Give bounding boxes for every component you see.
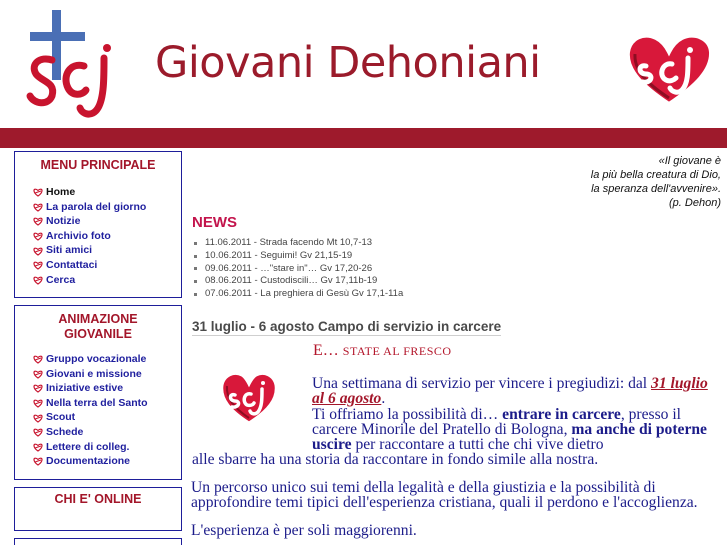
scj-bullet-icon — [33, 427, 43, 437]
scj-cross-logo-icon[interactable] — [22, 8, 122, 120]
main-menu-list — [15, 185, 181, 287]
dates-link[interactable]: 31 luglio al 6 agosto — [312, 375, 708, 407]
menu-item-parola-del-giorno[interactable]: La parola del giorno — [33, 200, 181, 215]
article-paragraph-3: Un percorso unico sui temi della legalità e della giustizia e la possibilità di approfondire temi tipici dell'esperienza cristiana, quali il perdono e l'accoglienza. — [191, 479, 698, 511]
news-item[interactable]: 09.06.2011 - …"stare in"… Gv 17,20-26 — [194, 263, 403, 276]
scj-bullet-icon — [33, 369, 43, 379]
main-menu-box — [14, 151, 182, 298]
scj-bullet-icon — [33, 383, 43, 393]
news-item[interactable]: 08.06.2011 - Custodiscili… Gv 17,11b-19 — [194, 275, 403, 288]
menu-item-siti-amici[interactable]: Siti amici — [33, 243, 181, 258]
article-title[interactable]: 31 luglio - 6 agosto Campo di servizio in carcere — [192, 319, 502, 334]
scj-heart-logo-icon — [622, 28, 717, 108]
menu-item-gruppo-vocazionale[interactable]: Gruppo vocazionale — [33, 352, 181, 367]
scj-bullet-icon — [33, 398, 43, 408]
scj-bullet-icon — [33, 187, 43, 197]
menu-item-contattaci[interactable]: Contattaci — [33, 258, 181, 273]
main-menu-title: MENU PRINCIPALE — [40, 158, 156, 172]
scj-bullet-icon — [33, 246, 43, 256]
animazione-menu-title: ANIMAZIONE GIOVANILE — [58, 312, 138, 341]
menu-item-notizie[interactable]: Notizie — [33, 214, 181, 229]
menu-item-documentazione[interactable]: Documentazione — [33, 454, 181, 469]
news-item[interactable]: 07.06.2011 - La preghiera di Gesù Gv 17,1-11a — [194, 288, 403, 301]
scj-bullet-icon — [33, 216, 43, 226]
menu-item-cerca[interactable]: Cerca — [33, 273, 181, 288]
article-paragraph-1: Una settimana di servizio per vincere i pregiudizi: dal 31 luglio al 6 agosto. — [312, 375, 708, 407]
article-subtitle: E… STATE AL FRESCO — [313, 342, 452, 359]
scj-bullet-icon — [33, 354, 43, 364]
animazione-menu-box — [14, 305, 182, 480]
header-band — [0, 128, 727, 148]
menu-item-scout[interactable]: Scout — [33, 410, 181, 425]
chi-online-box — [14, 487, 182, 531]
scj-bullet-icon — [33, 260, 43, 270]
news-title: NEWS — [192, 214, 237, 231]
scj-heart-logo-icon — [218, 367, 280, 427]
menu-item-archivio-foto[interactable]: Archivio foto — [33, 229, 181, 244]
site-title: Giovani Dehoniani — [155, 38, 541, 88]
menu-item-schede[interactable]: Schede — [33, 425, 181, 440]
dehon-quote: «Il giovane è la più bella creatura di Dio, la speranza dell'avvenire». (p. Dehon) — [590, 155, 721, 209]
scj-bullet-icon — [33, 442, 43, 452]
scj-bullet-icon — [33, 202, 43, 212]
menu-item-lettere-di-colleg[interactable]: Lettere di colleg. — [33, 440, 181, 455]
animazione-menu-list — [15, 352, 181, 469]
news-list — [194, 237, 403, 301]
menu-item-terra-del-santo[interactable]: Nella terra del Santo — [33, 396, 181, 411]
article-paragraph-2: Ti offriamo la possibilità di… entrare in carcere, presso il carcere Minorile del Pratello di Bologna, ma anche di poterne uscire per raccontare a tutti che chi vive dietro alle sbarre ha una storia da raccontare in fondo simile alla nostra. — [192, 406, 707, 468]
scj-bullet-icon — [33, 275, 43, 285]
next-sidebar-box — [14, 538, 182, 545]
chi-online-title: CHI E' ONLINE — [54, 492, 142, 506]
site-header — [0, 0, 727, 128]
scj-bullet-icon — [33, 413, 43, 423]
menu-item-home[interactable]: Home — [33, 185, 181, 200]
scj-bullet-icon — [33, 456, 43, 466]
scj-bullet-icon — [33, 231, 43, 241]
news-item[interactable]: 11.06.2011 - Strada facendo Mt 10,7-13 — [194, 237, 403, 250]
menu-item-giovani-e-missione[interactable]: Giovani e missione — [33, 367, 181, 382]
article-paragraph-4: L'esperienza è per soli maggiorenni. — [191, 522, 417, 539]
news-item[interactable]: 10.06.2011 - Seguimi! Gv 21,15-19 — [194, 250, 403, 263]
menu-item-iniziative-estive[interactable]: Iniziative estive — [33, 381, 181, 396]
